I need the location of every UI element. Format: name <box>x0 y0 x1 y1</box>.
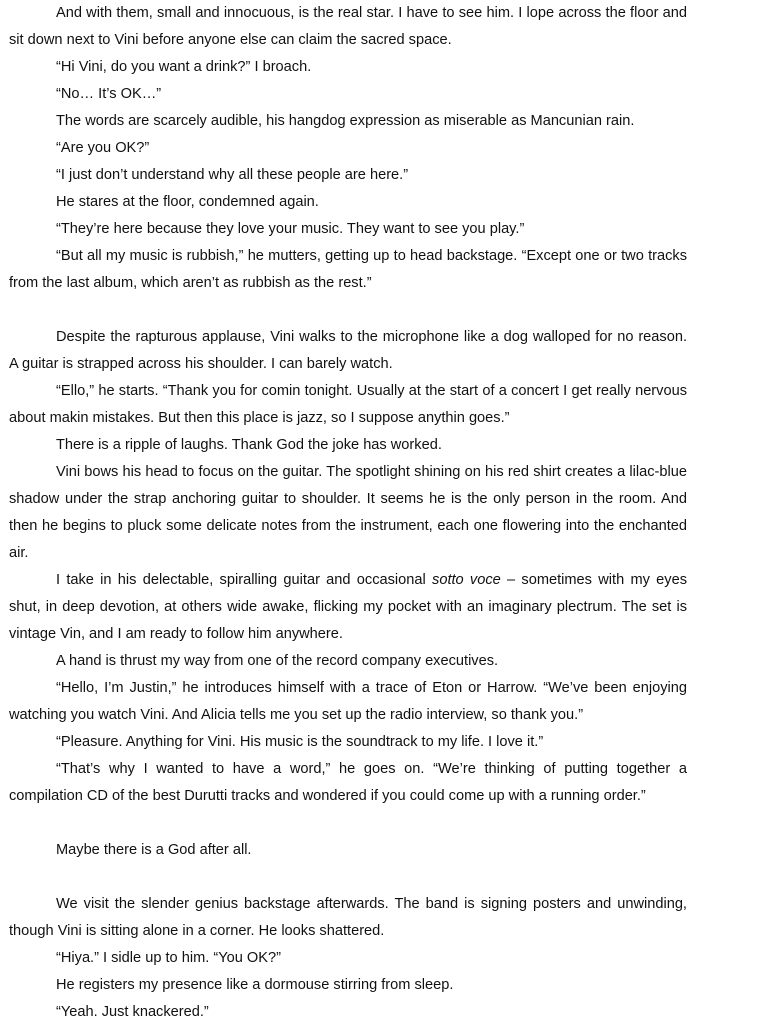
section-gap <box>9 810 687 837</box>
paragraph: “Hiya.” I sidle up to him. “You OK?” <box>56 950 281 966</box>
paragraph: Maybe there is a God after all. <box>56 842 252 858</box>
paragraph: There is a ripple of laughs. Thank God the joke has worked. <box>56 437 442 453</box>
italic-phrase: sotto voce <box>432 572 501 588</box>
paragraph-text: I take in his delectable, spiralling guitar and occasional <box>56 572 433 588</box>
paragraph: Vini bows his head to focus on the guitar. The spotlight shining on his red shirt creates a lilac-blue shadow under the strap anchoring guitar to shoulder. It seems he is the only person in the room. And then he begins to pluck some delicate notes from the instrument, each one flowering into the enchanted air. <box>9 464 687 561</box>
paragraph: Despite the rapturous applause, Vini walks to the microphone like a dog walloped for no reason. A guitar is strapped across his shoulder. I can barely watch. <box>9 329 687 372</box>
paragraph: “I just don’t understand why all these people are here.” <box>56 167 409 183</box>
paragraph: “That’s why I wanted to have a word,” he goes on. “We’re thinking of putting together a compilation CD of the best Durutti tracks and wondered if you could come up with a running order.” <box>9 761 687 804</box>
paragraph: The words are scarcely audible, his hangdog expression as miserable as Mancunian rain. <box>56 113 635 129</box>
paragraph: He stares at the floor, condemned again. <box>56 194 319 210</box>
paragraph: “Hi Vini, do you want a drink?” I broach. <box>56 59 312 75</box>
paragraph: “They’re here because they love your music. They want to see you play.” <box>56 221 525 237</box>
section-gap <box>9 297 687 324</box>
paragraph: “Are you OK?” <box>56 140 150 156</box>
document-page <box>9 0 687 1026</box>
paragraph: “But all my music is rubbish,” he mutters, getting up to head backstage. “Except one or two tracks from the last album, which aren’t as rubbish as the rest.” <box>9 248 687 291</box>
paragraph: “Ello,” he starts. “Thank you for comin tonight. Usually at the start of a concert I get really nervous about makin mistakes. But then this place is jazz, so I suppose anythin goes.” <box>9 383 687 426</box>
paragraph: “Hello, I’m Justin,” he introduces himself with a trace of Eton or Harrow. “We’ve been enjoying watching you watch Vini. And Alicia tells me you set up the radio interview, so thank you.” <box>9 680 687 723</box>
paragraph: “Pleasure. Anything for Vini. His music is the soundtrack to my life. I love it.” <box>56 734 544 750</box>
paragraph: “No… It’s OK…” <box>56 86 162 102</box>
paragraph: He registers my presence like a dormouse stirring from sleep. <box>56 977 454 993</box>
paragraph-text: – sometimes with my eyes shut, in deep devotion, at others wide awake, flicking my pocket with an imaginary plectrum. The set is vintage Vin, and I am ready to follow him anywhere. <box>9 572 687 642</box>
section-gap <box>9 864 687 891</box>
paragraph <box>9 567 687 648</box>
paragraph: We visit the slender genius backstage afterwards. The band is signing posters and unwinding, though Vini is sitting alone in a corner. He looks shattered. <box>9 896 687 939</box>
paragraph: “Yeah. Just knackered.” <box>56 1004 209 1020</box>
paragraph: A hand is thrust my way from one of the record company executives. <box>56 653 499 669</box>
paragraph: And with them, small and innocuous, is the real star. I have to see him. I lope across the floor and sit down next to Vini before anyone else can claim the sacred space. <box>9 5 687 48</box>
